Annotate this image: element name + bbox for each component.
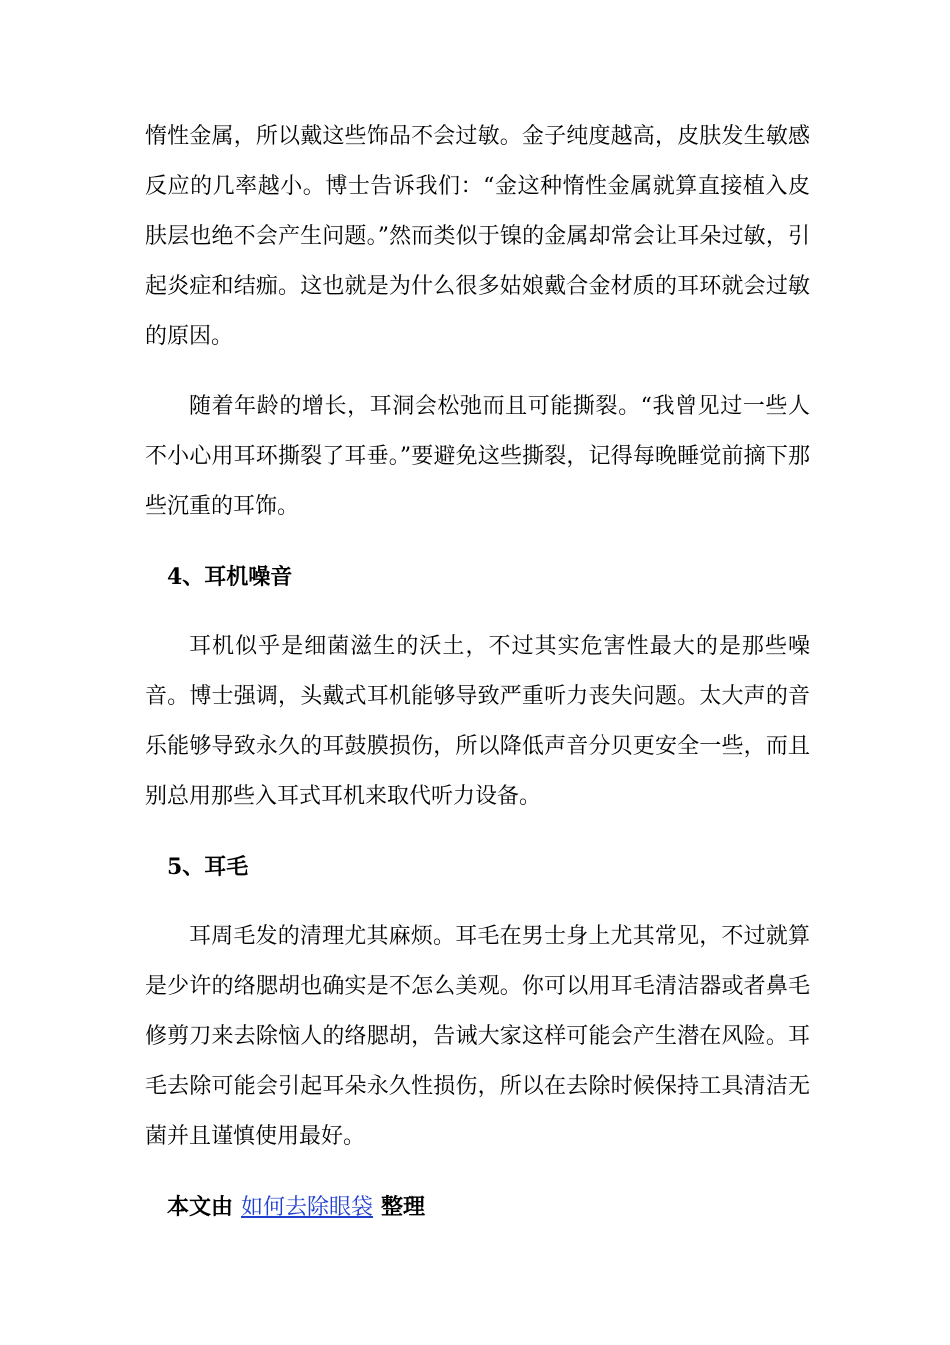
paragraph-gap bbox=[145, 532, 810, 552]
paragraph-gap bbox=[145, 602, 810, 622]
credit-prefix: 本文由 bbox=[167, 1194, 234, 1220]
article-credit bbox=[145, 1182, 810, 1233]
paragraph-metal-allergy: 惰性金属，所以戴这些饰品不会过敏。金子纯度越高，皮肤发生敏感反应的几率越小。博士告诉我们：“金这种惰性金属就算直接植入皮肤层也绝不会产生问题。”然而类似于镍的金属却常会让耳朵过敏，引起炎症和结痂。这也就是为什么很多姑娘戴合金材质的耳环就会过敏的原因。 bbox=[145, 124, 810, 349]
paragraph-ear-hair: 耳周毛发的清理尤其麻烦。耳毛在男士身上尤其常见，不过就算是少许的络腮胡也确实是不怎么美观。你可以用耳毛清洁器或者鼻毛修剪刀来去除恼人的络腮胡，告诫大家这样可能会产生潜在风险。耳毛去除可能会引起耳朵永久性损伤，所以在去除时候保持工具清洁无菌并且谨慎使用最好。 bbox=[145, 924, 810, 1149]
paragraph-gap bbox=[145, 892, 810, 912]
section-heading-ear-hair: 5、耳毛 bbox=[167, 854, 249, 880]
section-heading-headphone-noise: 4、耳机噪音 bbox=[167, 564, 293, 590]
paragraph-gap bbox=[145, 362, 810, 382]
credit-link[interactable]: 如何去除眼袋 bbox=[241, 1195, 374, 1220]
credit-suffix: 整理 bbox=[381, 1194, 426, 1220]
article-body bbox=[145, 112, 810, 1233]
paragraph-gap bbox=[145, 822, 810, 842]
paragraph-headphone-noise: 耳机似乎是细菌滋生的沃土，不过其实危害性最大的是那些噪音。博士强调，头戴式耳机能够导致严重听力丧失问题。太大声的音乐能够导致永久的耳鼓膜损伤，所以降低声音分贝更安全一些，而且别总用那些入耳式耳机来取代听力设备。 bbox=[145, 634, 810, 809]
paragraph-gap bbox=[145, 1162, 810, 1182]
paragraph-earlobe-tear: 随着年龄的增长，耳洞会松弛而且可能撕裂。“我曾见过一些人不小心用耳环撕裂了耳垂。”要避免这些撕裂，记得每晚睡觉前摘下那些沉重的耳饰。 bbox=[145, 394, 810, 519]
